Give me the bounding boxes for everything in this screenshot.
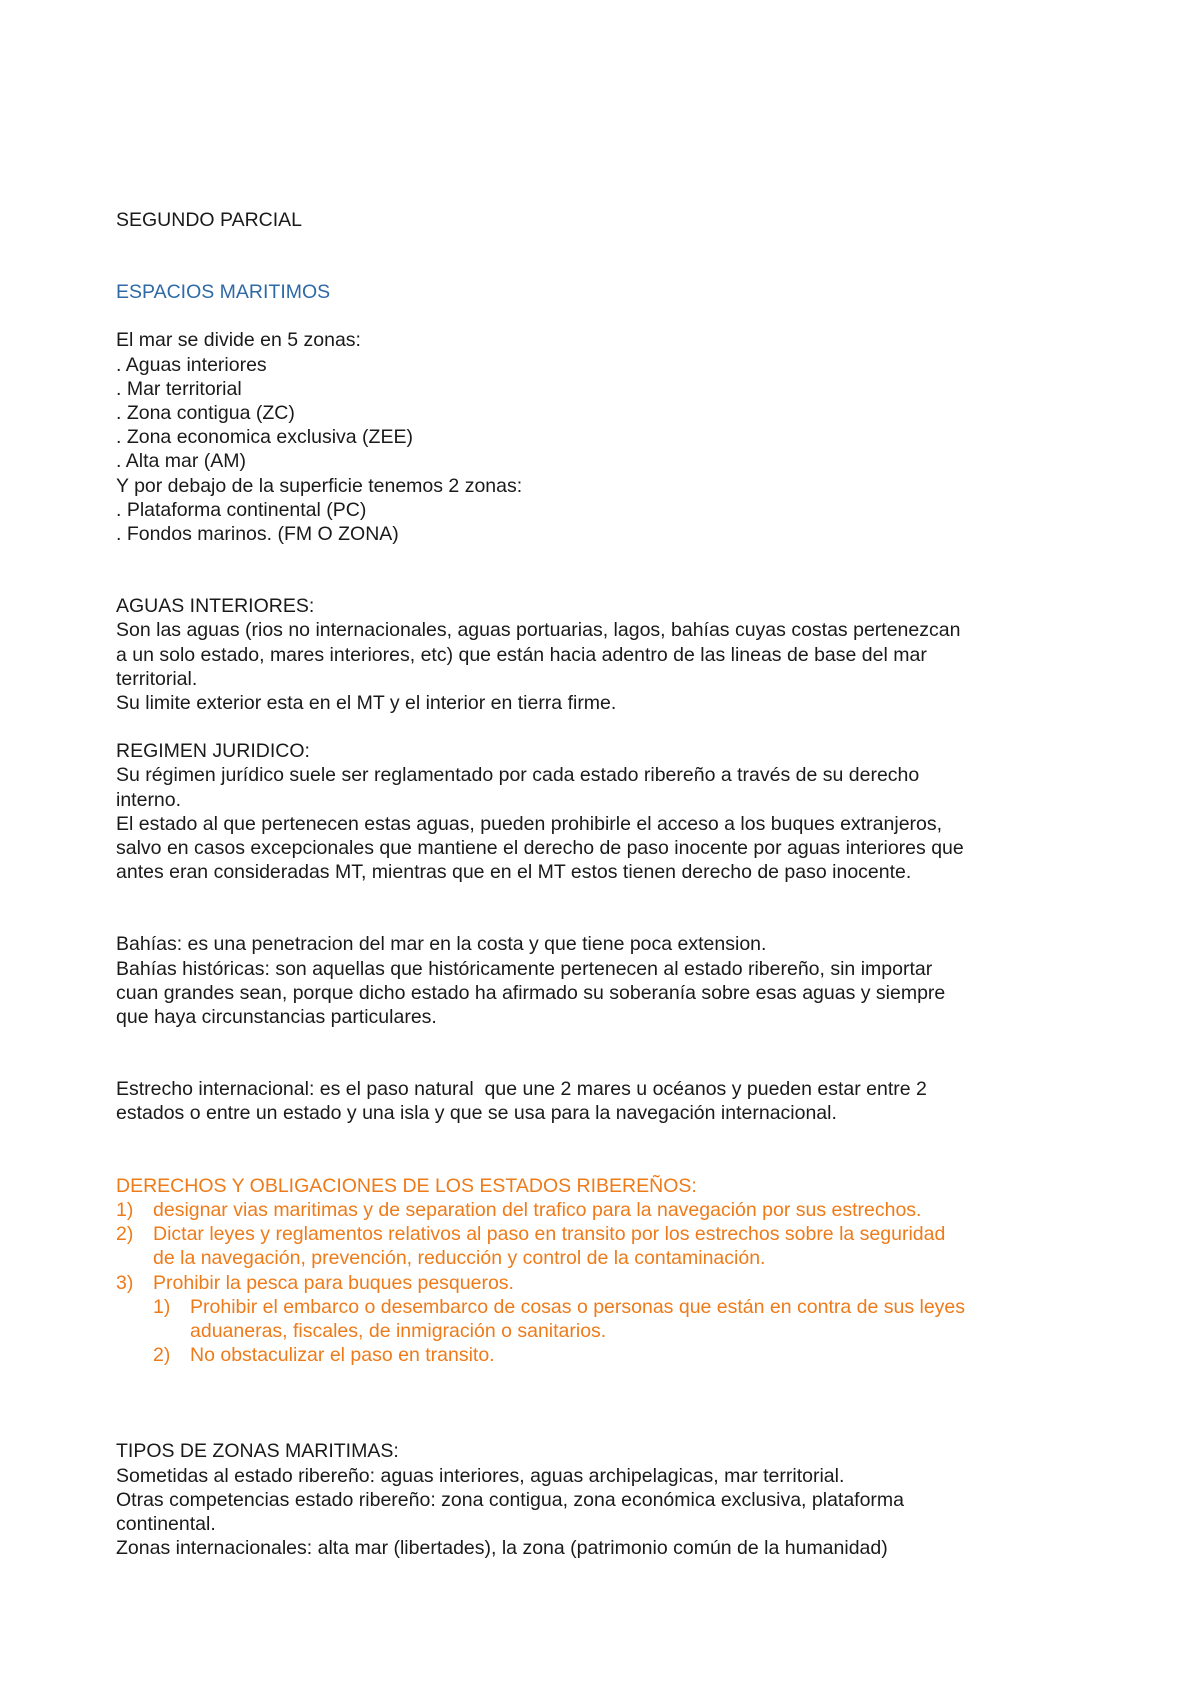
list-item: [116, 1222, 1116, 1270]
text-line: Son las aguas (rios no internacionales, aguas portuarias, lagos, bahías cuyas costas pertenezcan: [116, 619, 961, 642]
list-number: 2): [153, 1344, 171, 1367]
derechos-list: [116, 1198, 1116, 1295]
bahias-lines: [116, 932, 1116, 1029]
text-line: Estrecho internacional: es el paso natural que une 2 mares u océanos y pueden estar entre 2: [116, 1078, 927, 1101]
text-line: Otras competencias estado ribereño: zona contigua, zona económica exclusiva, plataforma: [116, 1488, 905, 1511]
text-line: Y por debajo de la superficie tenemos 2 zonas:: [116, 474, 523, 497]
text-line: Zonas internacionales: alta mar (libertades), la zona (patrimonio común de la humanidad): [116, 1537, 888, 1560]
list-number: 1): [116, 1198, 134, 1221]
text-line: . Mar territorial: [116, 377, 242, 400]
text-line: Su régimen jurídico suele ser reglamentado por cada estado ribereño a través de su derecho: [116, 764, 920, 787]
list-number: 3): [116, 1271, 134, 1294]
text-line: territorial.: [116, 667, 198, 690]
regimen-lines: [116, 763, 1116, 884]
text-line: No obstaculizar el paso en transito.: [190, 1344, 495, 1367]
tipos-heading: TIPOS DE ZONAS MARITIMAS:: [116, 1440, 399, 1463]
document-title: SEGUNDO PARCIAL: [116, 209, 303, 231]
text-line: estados o entre un estado y una isla y que se usa para la navegación internacional.: [116, 1102, 837, 1125]
text-line: . Alta mar (AM): [116, 450, 247, 473]
text-line: . Plataforma continental (PC): [116, 498, 367, 521]
list-number: 2): [116, 1223, 134, 1246]
text-line: El estado al que pertenecen estas aguas, pueden prohibirle el acceso a los buques extranjeros,: [116, 812, 943, 835]
tipos-lines: [116, 1464, 1116, 1561]
derechos-sublist: [153, 1295, 1116, 1368]
text-line: de la navegación, prevención, reducción y control de la contaminación.: [153, 1247, 766, 1270]
text-line: a un solo estado, mares interiores, etc) que están hacia adentro de las lineas de base del mar: [116, 643, 927, 666]
text-line: continental.: [116, 1512, 216, 1535]
text-line: salvo en casos excepcionales que mantiene el derecho de paso inocente por aguas interiores que: [116, 837, 964, 860]
list-number: 1): [153, 1295, 171, 1318]
list-item: [153, 1343, 1116, 1367]
text-line: interno.: [116, 788, 182, 811]
text-line: Bahías históricas: son aquellas que históricamente pertenecen al estado ribereño, sin importar: [116, 957, 933, 980]
aguas-lines: [116, 618, 1116, 715]
text-line: Bahías: es una penetracion del mar en la costa y que tiene poca extension.: [116, 933, 767, 956]
list-item: [153, 1295, 1116, 1343]
text-line: Prohibir el embarco o desembarco de cosas o personas que están en contra de sus leyes: [190, 1295, 966, 1318]
espacios-lines: [116, 328, 1116, 546]
text-line: Dictar leyes y reglamentos relativos al paso en transito por los estrechos sobre la seguridad: [153, 1223, 946, 1246]
text-line: El mar se divide en 5 zonas:: [116, 329, 361, 352]
text-line: aduaneras, fiscales, de inmigración o sanitarios.: [190, 1319, 607, 1342]
text-line: cuan grandes sean, porque dicho estado ha afirmado su soberanía sobre esas aguas y siempre: [116, 981, 946, 1004]
text-line: . Zona contigua (ZC): [116, 402, 295, 425]
text-line: Sometidas al estado ribereño: aguas interiores, aguas archipelagicas, mar territorial.: [116, 1464, 845, 1487]
text-line: . Aguas interiores: [116, 353, 267, 376]
list-item: [116, 1198, 1116, 1222]
text-line: antes eran consideradas MT, mientras que en el MT estos tienen derecho de paso inocente.: [116, 861, 912, 884]
document-page: [116, 208, 1116, 1560]
text-line: designar vias maritimas y de separation del trafico para la navegación por sus estrechos.: [153, 1198, 922, 1221]
regimen-heading: REGIMEN JURIDICO:: [116, 740, 310, 763]
text-line: que haya circunstancias particulares.: [116, 1006, 437, 1029]
text-line: . Fondos marinos. (FM O ZONA): [116, 523, 399, 546]
derechos-heading: DERECHOS Y OBLIGACIONES DE LOS ESTADOS RIBEREÑOS:: [116, 1174, 697, 1197]
derechos-section: [116, 1174, 1116, 1368]
text-line: Prohibir la pesca para buques pesqueros.: [153, 1271, 514, 1294]
text-line: . Zona economica exclusiva (ZEE): [116, 426, 413, 449]
espacios-heading: ESPACIOS MARITIMOS: [116, 281, 331, 304]
text-line: Su limite exterior esta en el MT y el interior en tierra firme.: [116, 692, 617, 715]
estrecho-lines: [116, 1077, 1116, 1125]
list-item: [116, 1271, 1116, 1295]
aguas-heading: AGUAS INTERIORES:: [116, 595, 315, 618]
